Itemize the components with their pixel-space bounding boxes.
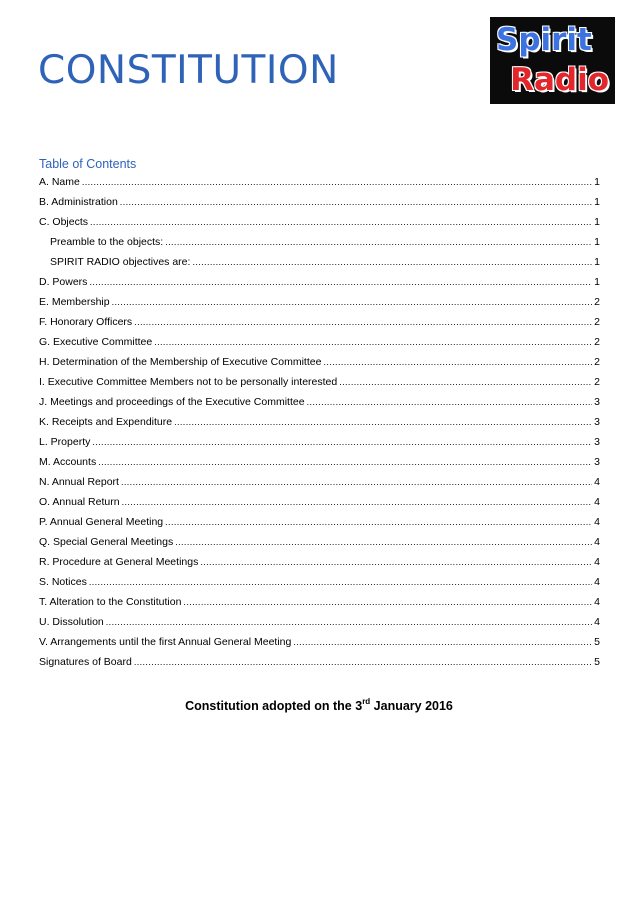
toc-leader-dots bbox=[121, 472, 592, 492]
adoption-date-suffix: January 2016 bbox=[370, 699, 453, 713]
toc-entry[interactable] bbox=[39, 412, 600, 432]
toc-entry[interactable] bbox=[39, 432, 600, 452]
toc-leader-dots bbox=[339, 372, 592, 392]
toc-entry[interactable] bbox=[39, 372, 600, 392]
toc-entry[interactable] bbox=[39, 592, 600, 612]
toc-leader-dots bbox=[293, 632, 592, 652]
adoption-prefix: Constitution adopted on the 3 bbox=[185, 699, 363, 713]
toc-entry[interactable] bbox=[39, 552, 600, 572]
toc-leader-dots bbox=[165, 232, 592, 252]
toc-page-number: 1 bbox=[594, 256, 600, 268]
toc-entry-text: Preamble to the objects: bbox=[50, 236, 164, 248]
toc-leader-dots bbox=[98, 452, 592, 472]
toc-leader-dots bbox=[112, 292, 593, 312]
toc-leader-dots bbox=[92, 432, 592, 452]
toc-entry-text: J. Meetings and proceedings of the Executive Committee bbox=[39, 396, 305, 408]
toc-leader-dots bbox=[89, 272, 592, 292]
toc-page-number: 5 bbox=[594, 656, 600, 668]
toc-page-number: 3 bbox=[594, 456, 600, 468]
toc-page-number: 1 bbox=[594, 236, 600, 248]
toc-entry-text: U. Dissolution bbox=[39, 616, 104, 628]
toc-entry-text: E. Membership bbox=[39, 296, 110, 308]
toc-entry-text: R. Procedure at General Meetings bbox=[39, 556, 199, 568]
table-of-contents bbox=[39, 172, 600, 672]
toc-entry-text: L. Property bbox=[39, 436, 91, 448]
toc-entry-text: SPIRIT RADIO objectives are: bbox=[50, 256, 191, 268]
toc-page-number: 4 bbox=[594, 516, 600, 528]
toc-leader-dots bbox=[90, 212, 592, 232]
toc-entry-text: Q. Special General Meetings bbox=[39, 536, 174, 548]
toc-entry-text: P. Annual General Meeting bbox=[39, 516, 164, 528]
toc-page-number: 3 bbox=[594, 416, 600, 428]
spirit-radio-logo bbox=[490, 17, 615, 104]
adoption-statement bbox=[0, 697, 638, 713]
toc-entry[interactable] bbox=[39, 212, 600, 232]
toc-entry[interactable] bbox=[39, 612, 600, 632]
toc-entry-text: C. Objects bbox=[39, 216, 89, 228]
toc-leader-dots bbox=[120, 192, 592, 212]
logo-line-spirit: Spirit bbox=[496, 22, 592, 58]
toc-entry[interactable] bbox=[39, 492, 600, 512]
toc-page-number: 4 bbox=[594, 496, 600, 508]
toc-page-number: 4 bbox=[594, 556, 600, 568]
page-title: CONSTITUTION bbox=[38, 48, 339, 93]
toc-leader-dots bbox=[134, 312, 592, 332]
toc-leader-dots bbox=[192, 252, 592, 272]
toc-page-number: 4 bbox=[594, 596, 600, 608]
toc-entry-text: I. Executive Committee Members not to be personally interested bbox=[39, 376, 338, 388]
toc-page-number: 2 bbox=[594, 296, 600, 308]
toc-entry[interactable] bbox=[39, 512, 600, 532]
toc-entry-text: F. Honorary Officers bbox=[39, 316, 133, 328]
toc-entry-text: T. Alteration to the Constitution bbox=[39, 596, 182, 608]
toc-page-number: 1 bbox=[594, 176, 600, 188]
toc-leader-dots bbox=[122, 492, 593, 512]
toc-page-number: 1 bbox=[594, 276, 600, 288]
toc-entry-text: N. Annual Report bbox=[39, 476, 119, 488]
toc-leader-dots bbox=[134, 652, 592, 672]
toc-entry[interactable] bbox=[39, 352, 600, 372]
toc-entry[interactable] bbox=[39, 332, 600, 352]
toc-entry-text: V. Arrangements until the first Annual General Meeting bbox=[39, 636, 292, 648]
toc-entry-text: S. Notices bbox=[39, 576, 87, 588]
toc-entry-text: H. Determination of the Membership of Executive Committee bbox=[39, 356, 322, 368]
toc-page-number: 1 bbox=[594, 216, 600, 228]
toc-leader-dots bbox=[82, 172, 592, 192]
toc-entry[interactable] bbox=[39, 312, 600, 332]
toc-entry[interactable] bbox=[39, 632, 600, 652]
toc-page-number: 4 bbox=[594, 536, 600, 548]
toc-leader-dots bbox=[154, 332, 592, 352]
toc-page-number: 3 bbox=[594, 396, 600, 408]
toc-page-number: 2 bbox=[594, 376, 600, 388]
toc-leader-dots bbox=[183, 592, 592, 612]
toc-entry[interactable] bbox=[39, 452, 600, 472]
toc-leader-dots bbox=[175, 532, 592, 552]
toc-subentry[interactable] bbox=[39, 252, 600, 272]
toc-entry[interactable] bbox=[39, 572, 600, 592]
toc-entry-text: Signatures of Board bbox=[39, 656, 132, 668]
toc-page-number: 2 bbox=[594, 336, 600, 348]
toc-entry[interactable] bbox=[39, 272, 600, 292]
toc-leader-dots bbox=[307, 392, 593, 412]
toc-entry-text: B. Administration bbox=[39, 196, 118, 208]
logo-line-radio: Radio bbox=[510, 62, 609, 98]
toc-entry-text: O. Annual Return bbox=[39, 496, 120, 508]
toc-leader-dots bbox=[165, 512, 592, 532]
adoption-ordinal-suffix: rd bbox=[362, 697, 371, 706]
toc-entry[interactable] bbox=[39, 192, 600, 212]
toc-entry[interactable] bbox=[39, 172, 600, 192]
toc-page-number: 3 bbox=[594, 436, 600, 448]
toc-leader-dots bbox=[106, 612, 592, 632]
toc-leader-dots bbox=[174, 412, 592, 432]
toc-leader-dots bbox=[323, 352, 592, 372]
toc-entry-text: A. Name bbox=[39, 176, 80, 188]
toc-page-number: 5 bbox=[594, 636, 600, 648]
toc-heading: Table of Contents bbox=[39, 157, 137, 171]
toc-entry-text: D. Powers bbox=[39, 276, 88, 288]
toc-leader-dots bbox=[89, 572, 592, 592]
toc-page-number: 4 bbox=[594, 476, 600, 488]
toc-entry[interactable] bbox=[39, 652, 600, 672]
toc-entry[interactable] bbox=[39, 472, 600, 492]
toc-page-number: 4 bbox=[594, 616, 600, 628]
toc-page-number: 2 bbox=[594, 356, 600, 368]
toc-entry-text: M. Accounts bbox=[39, 456, 97, 468]
toc-entry-text: G. Executive Committee bbox=[39, 336, 153, 348]
toc-page-number: 1 bbox=[594, 196, 600, 208]
toc-page-number: 2 bbox=[594, 316, 600, 328]
toc-page-number: 4 bbox=[594, 576, 600, 588]
toc-leader-dots bbox=[200, 552, 592, 572]
toc-entry[interactable] bbox=[39, 392, 600, 412]
toc-subentry[interactable] bbox=[39, 232, 600, 252]
toc-entry-text: K. Receipts and Expenditure bbox=[39, 416, 173, 428]
toc-entry[interactable] bbox=[39, 532, 600, 552]
toc-entry[interactable] bbox=[39, 292, 600, 312]
